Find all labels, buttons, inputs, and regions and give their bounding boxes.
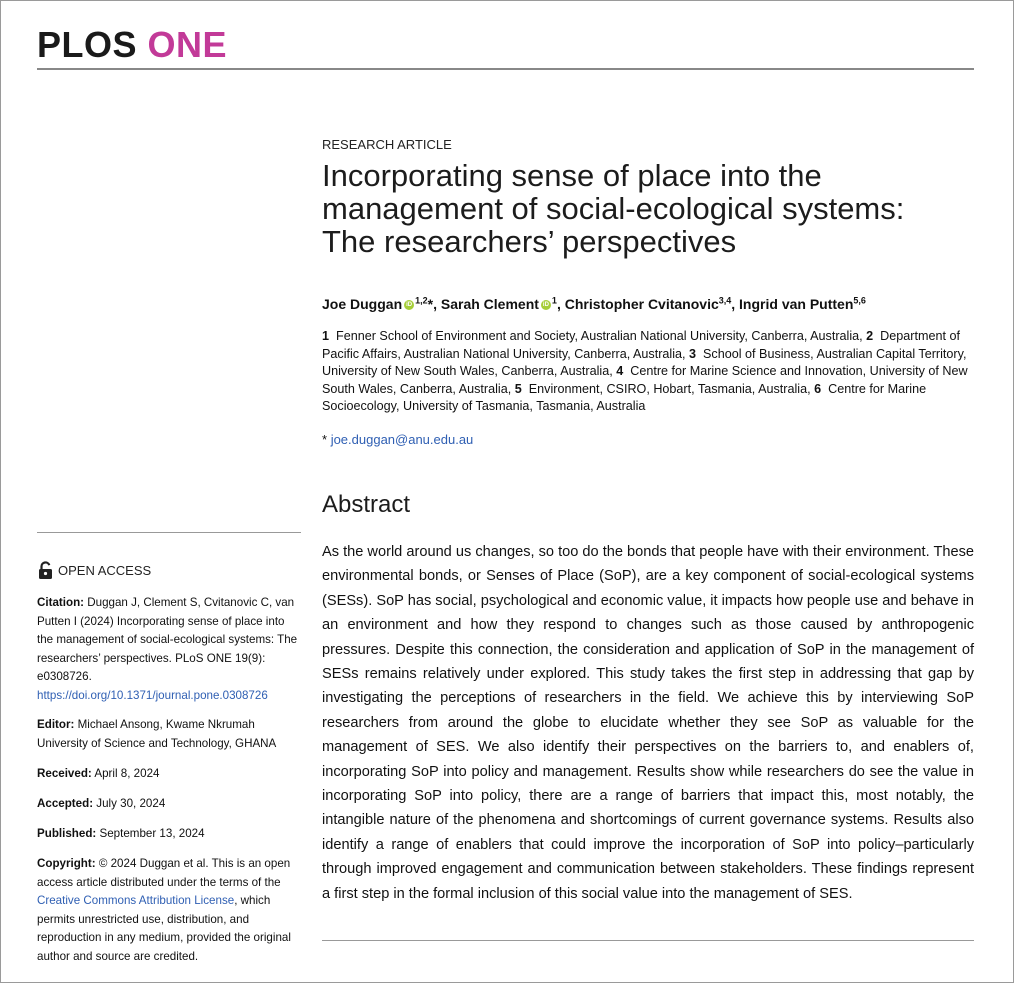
logo-one-text: ONE xyxy=(147,24,228,65)
citation-text: Duggan J, Clement S, Cvitanovic C, van Putten I (2024) Incorporating sense of place into the management of social-ecological systems: The researchers’ perspectives. PLoS ONE 19(9): e0308726. xyxy=(37,596,298,684)
corresponding-email-link[interactable]: joe.duggan@anu.edu.au xyxy=(330,432,474,447)
author-affiliation-numbers: 5,6 xyxy=(853,295,866,305)
author-affiliation-numbers: 3,4 xyxy=(718,295,732,305)
author-separator: , xyxy=(731,295,740,312)
affiliation-number: 2 xyxy=(866,329,874,343)
author-name[interactable]: Christopher Cvitanovic xyxy=(564,295,719,312)
editor-block xyxy=(37,716,301,753)
author-separator: , xyxy=(433,295,441,312)
open-access-label: OPEN ACCESS xyxy=(58,563,152,578)
affiliation-text: Fenner School of Environment and Society, Australian National University, Canberra, Australia, xyxy=(336,329,863,343)
published-value: September 13, 2024 xyxy=(99,827,205,840)
author-name[interactable]: Ingrid van Putten xyxy=(739,295,854,312)
published-label: Published: xyxy=(37,827,97,840)
abstract-heading: Abstract xyxy=(322,491,411,518)
affiliation-number: 1 xyxy=(322,329,330,343)
affiliation-number: 6 xyxy=(814,381,822,396)
author-item xyxy=(441,296,565,312)
accepted-value: July 30, 2024 xyxy=(96,797,166,810)
editor-text: Michael Ansong, Kwame Nkrumah University of Science and Technology, GHANA xyxy=(37,718,277,750)
logo-plos-text: PLOS xyxy=(37,24,138,65)
author-list xyxy=(322,295,972,312)
received-date xyxy=(37,765,301,784)
affiliation-number: 3 xyxy=(689,346,697,361)
copyright-block xyxy=(37,855,301,967)
author-name[interactable]: Joe Duggan xyxy=(322,295,403,312)
license-link[interactable]: Creative Commons Attribution License xyxy=(37,894,235,908)
citation-doi-link[interactable]: https://doi.org/10.1371/journal.pone.0308726 xyxy=(37,688,268,702)
accepted-label: Accepted: xyxy=(37,797,94,810)
affiliation-number: 4 xyxy=(616,364,624,379)
author-separator: , xyxy=(556,295,565,312)
received-value: April 8, 2024 xyxy=(94,767,160,780)
author-item xyxy=(322,296,441,312)
author-name[interactable]: Sarah Clement xyxy=(440,295,539,312)
received-label: Received: xyxy=(37,767,92,780)
open-lock-icon xyxy=(37,561,54,580)
corresponding-author-marker: * xyxy=(427,295,434,312)
article-title: Incorporating sense of place into the management of social-ecological systems: The researchers’ perspectives xyxy=(322,158,905,259)
abstract-text: As the world around us changes, so too do the bonds that people have with their environment. These environmental bonds, or Senses of Place (SoP), are a key component of social-ecological systems (SESs). SoP has social, psychological and economic value, it impacts how people use and behave in an environment and how they respond to changes such as those caused by anthropogenic pressures. Despite this connection, the consideration and application of SoP in the management of SESs remains relatively under explored. This study takes the first step in addressing that gap by investigating the perceptions of researchers in the field. We achieve this by interviewing SoP researchers from around the globe to elucidate whether they see SoP as valuable for the management of SES. We also identify their perspectives on the barriers to, and enablers of, incorporating SoP into policy and management. Results show while researchers do see the value in incorporating SoP into policy, there are a range of barriers that impact this, most notably, the intangible nature of the phenomena and shortcomings of current governance systems. Results also identify a range of enablers that could improve the incorporation of SoP into policy–particularly through improved engagement and communication between stakeholders. These findings represent a first step in the formal inclusion of this social value into the management of SES. xyxy=(322,544,975,902)
corresponding-marker: * xyxy=(322,432,328,447)
affiliation-item xyxy=(515,382,811,396)
copyright-label: Copyright: xyxy=(37,857,96,870)
sidebar-divider xyxy=(37,532,301,533)
abstract-divider xyxy=(322,940,974,941)
corresponding-author xyxy=(322,432,473,447)
affiliation-number: 5 xyxy=(514,381,522,396)
accepted-date xyxy=(37,795,301,814)
affiliation-text: School of Business, Australian Capital Territory, University of New South Wales, Canberra, Australia, xyxy=(322,346,967,379)
author-affiliation-numbers: 1,2 xyxy=(415,295,428,305)
affiliation-text: Centre for Marine Science and Innovation, University of New South Wales, Canberra, Australia, xyxy=(322,364,968,396)
citation-block xyxy=(37,594,301,706)
affiliation-text: Environment, CSIRO, Hobart, Tasmania, Australia, xyxy=(528,381,811,396)
citation-label: Citation: xyxy=(37,596,85,609)
open-access-badge xyxy=(37,561,151,580)
published-date xyxy=(37,825,301,844)
header-divider xyxy=(37,68,974,70)
orcid-icon[interactable]: iD xyxy=(406,301,413,308)
copyright-text: © 2024 Duggan et al. This is an open access article distributed under the terms of the xyxy=(37,857,291,889)
author-affiliation-numbers: 1 xyxy=(551,295,557,305)
copyright-text-continued: , which permits unrestricted use, distribution, and reproduction in any medium, provided the original author and source are credited. xyxy=(37,894,291,963)
affiliation-text: Department of Pacific Affairs, Australian National University, Canberra, Australia, xyxy=(322,329,960,361)
affiliation-text: Centre for Marine Socioecology, University of Tasmania, Tasmania, Australia xyxy=(322,381,927,414)
author-item xyxy=(565,296,739,312)
article-type-label: RESEARCH ARTICLE xyxy=(322,137,452,152)
affiliations xyxy=(322,328,977,416)
author-item xyxy=(739,296,866,312)
orcid-icon[interactable]: iD xyxy=(542,301,549,308)
editor-label: Editor: xyxy=(37,718,75,731)
affiliation-item xyxy=(322,329,863,343)
journal-logo[interactable] xyxy=(37,24,227,66)
